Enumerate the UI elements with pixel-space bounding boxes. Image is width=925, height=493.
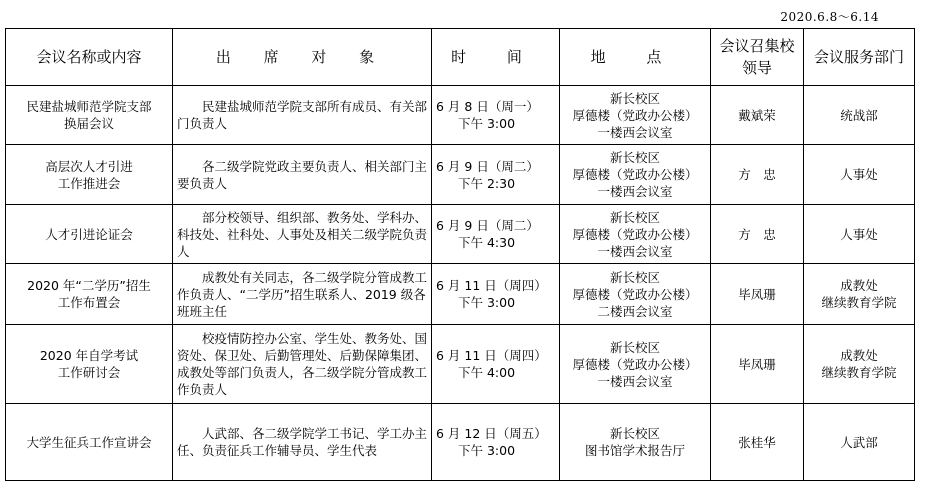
meeting-name: 高层次人才引进 工作推进会 <box>6 145 173 205</box>
convener: 张桂华 <box>711 404 804 481</box>
meeting-location: 新长校区 图书馆学术报告厅 <box>560 404 711 481</box>
convener: 毕凤珊 <box>711 325 804 404</box>
date-range: 2020.6.8～6.14 <box>780 10 879 24</box>
meeting-time: 6 月 11 日（周四） 下午 4:00 <box>432 325 560 404</box>
service-department: 人事处 <box>804 145 915 205</box>
service-department: 成教处 继续教育学院 <box>804 264 915 325</box>
header-convener: 会议召集校领导 <box>711 29 804 86</box>
header-attendees: 出 席 对 象 <box>173 29 432 86</box>
table-row <box>6 325 915 404</box>
convener: 戴斌荣 <box>711 86 804 145</box>
meeting-name: 民建盐城师范学院支部 换届会议 <box>6 86 173 145</box>
attendees: 成教处有关同志，各二级学院分管成教工作负责人、“二学历”招生联系人、2019 级各班班主任 <box>173 264 432 325</box>
convener: 方 忠 <box>711 145 804 205</box>
meeting-time: 6 月 11 日（周四） 下午 3:00 <box>432 264 560 325</box>
meeting-time: 6 月 9 日（周二） 下午 4:30 <box>432 205 560 264</box>
meeting-location: 新长校区 厚德楼（党政办公楼） 二楼西会议室 <box>560 264 711 325</box>
service-department: 统战部 <box>804 86 915 145</box>
meeting-name: 2020 年自学考试 工作研讨会 <box>6 325 173 404</box>
table-row <box>6 404 915 481</box>
meeting-location: 新长校区 厚德楼（党政办公楼） 一楼西会议室 <box>560 325 711 404</box>
meeting-name: 人才引进论证会 <box>6 205 173 264</box>
table-row <box>6 205 915 264</box>
header-meeting-name: 会议名称或内容 <box>6 29 173 86</box>
attendees: 各二级学院党政主要负责人、相关部门主要负责人 <box>173 145 432 205</box>
attendees: 人武部、各二级学院学工书记、学工办主任、负责征兵工作辅导员、学生代表 <box>173 404 432 481</box>
header-service-department: 会议服务部门 <box>804 29 915 86</box>
table-row <box>6 264 915 325</box>
table-row <box>6 86 915 145</box>
table-row <box>6 145 915 205</box>
header-location: 地 点 <box>560 29 711 86</box>
meeting-time: 6 月 12 日（周五） 下午 3:00 <box>432 404 560 481</box>
header-time: 时 间 <box>432 29 560 86</box>
convener: 毕凤珊 <box>711 264 804 325</box>
attendees: 民建盐城师范学院支部所有成员、有关部门负责人 <box>173 86 432 145</box>
attendees: 部分校领导、组织部、教务处、学科办、科技处、社科处、人事处及相关二级学院负责人 <box>173 205 432 264</box>
meeting-time: 6 月 8 日（周一） 下午 3:00 <box>432 86 560 145</box>
meeting-location: 新长校区 厚德楼（党政办公楼） 一楼西会议室 <box>560 145 711 205</box>
meeting-location: 新长校区 厚德楼（党政办公楼） 一楼西会议室 <box>560 205 711 264</box>
service-department: 成教处 继续教育学院 <box>804 325 915 404</box>
header-row <box>6 29 915 86</box>
convener: 方 忠 <box>711 205 804 264</box>
service-department: 人武部 <box>804 404 915 481</box>
meeting-name: 2020 年“二学历”招生 工作布置会 <box>6 264 173 325</box>
attendees: 校疫情防控办公室、学生处、教务处、国资处、保卫处、后勤管理处、后勤保障集团、成教处等部门负责人，各二级学院分管成教工作负责人 <box>173 325 432 404</box>
meeting-time: 6 月 9 日（周二） 下午 2:30 <box>432 145 560 205</box>
meeting-schedule-table <box>5 28 915 481</box>
meeting-name: 大学生征兵工作宣讲会 <box>6 404 173 481</box>
meeting-location: 新长校区 厚德楼（党政办公楼） 一楼西会议室 <box>560 86 711 145</box>
service-department: 人事处 <box>804 205 915 264</box>
